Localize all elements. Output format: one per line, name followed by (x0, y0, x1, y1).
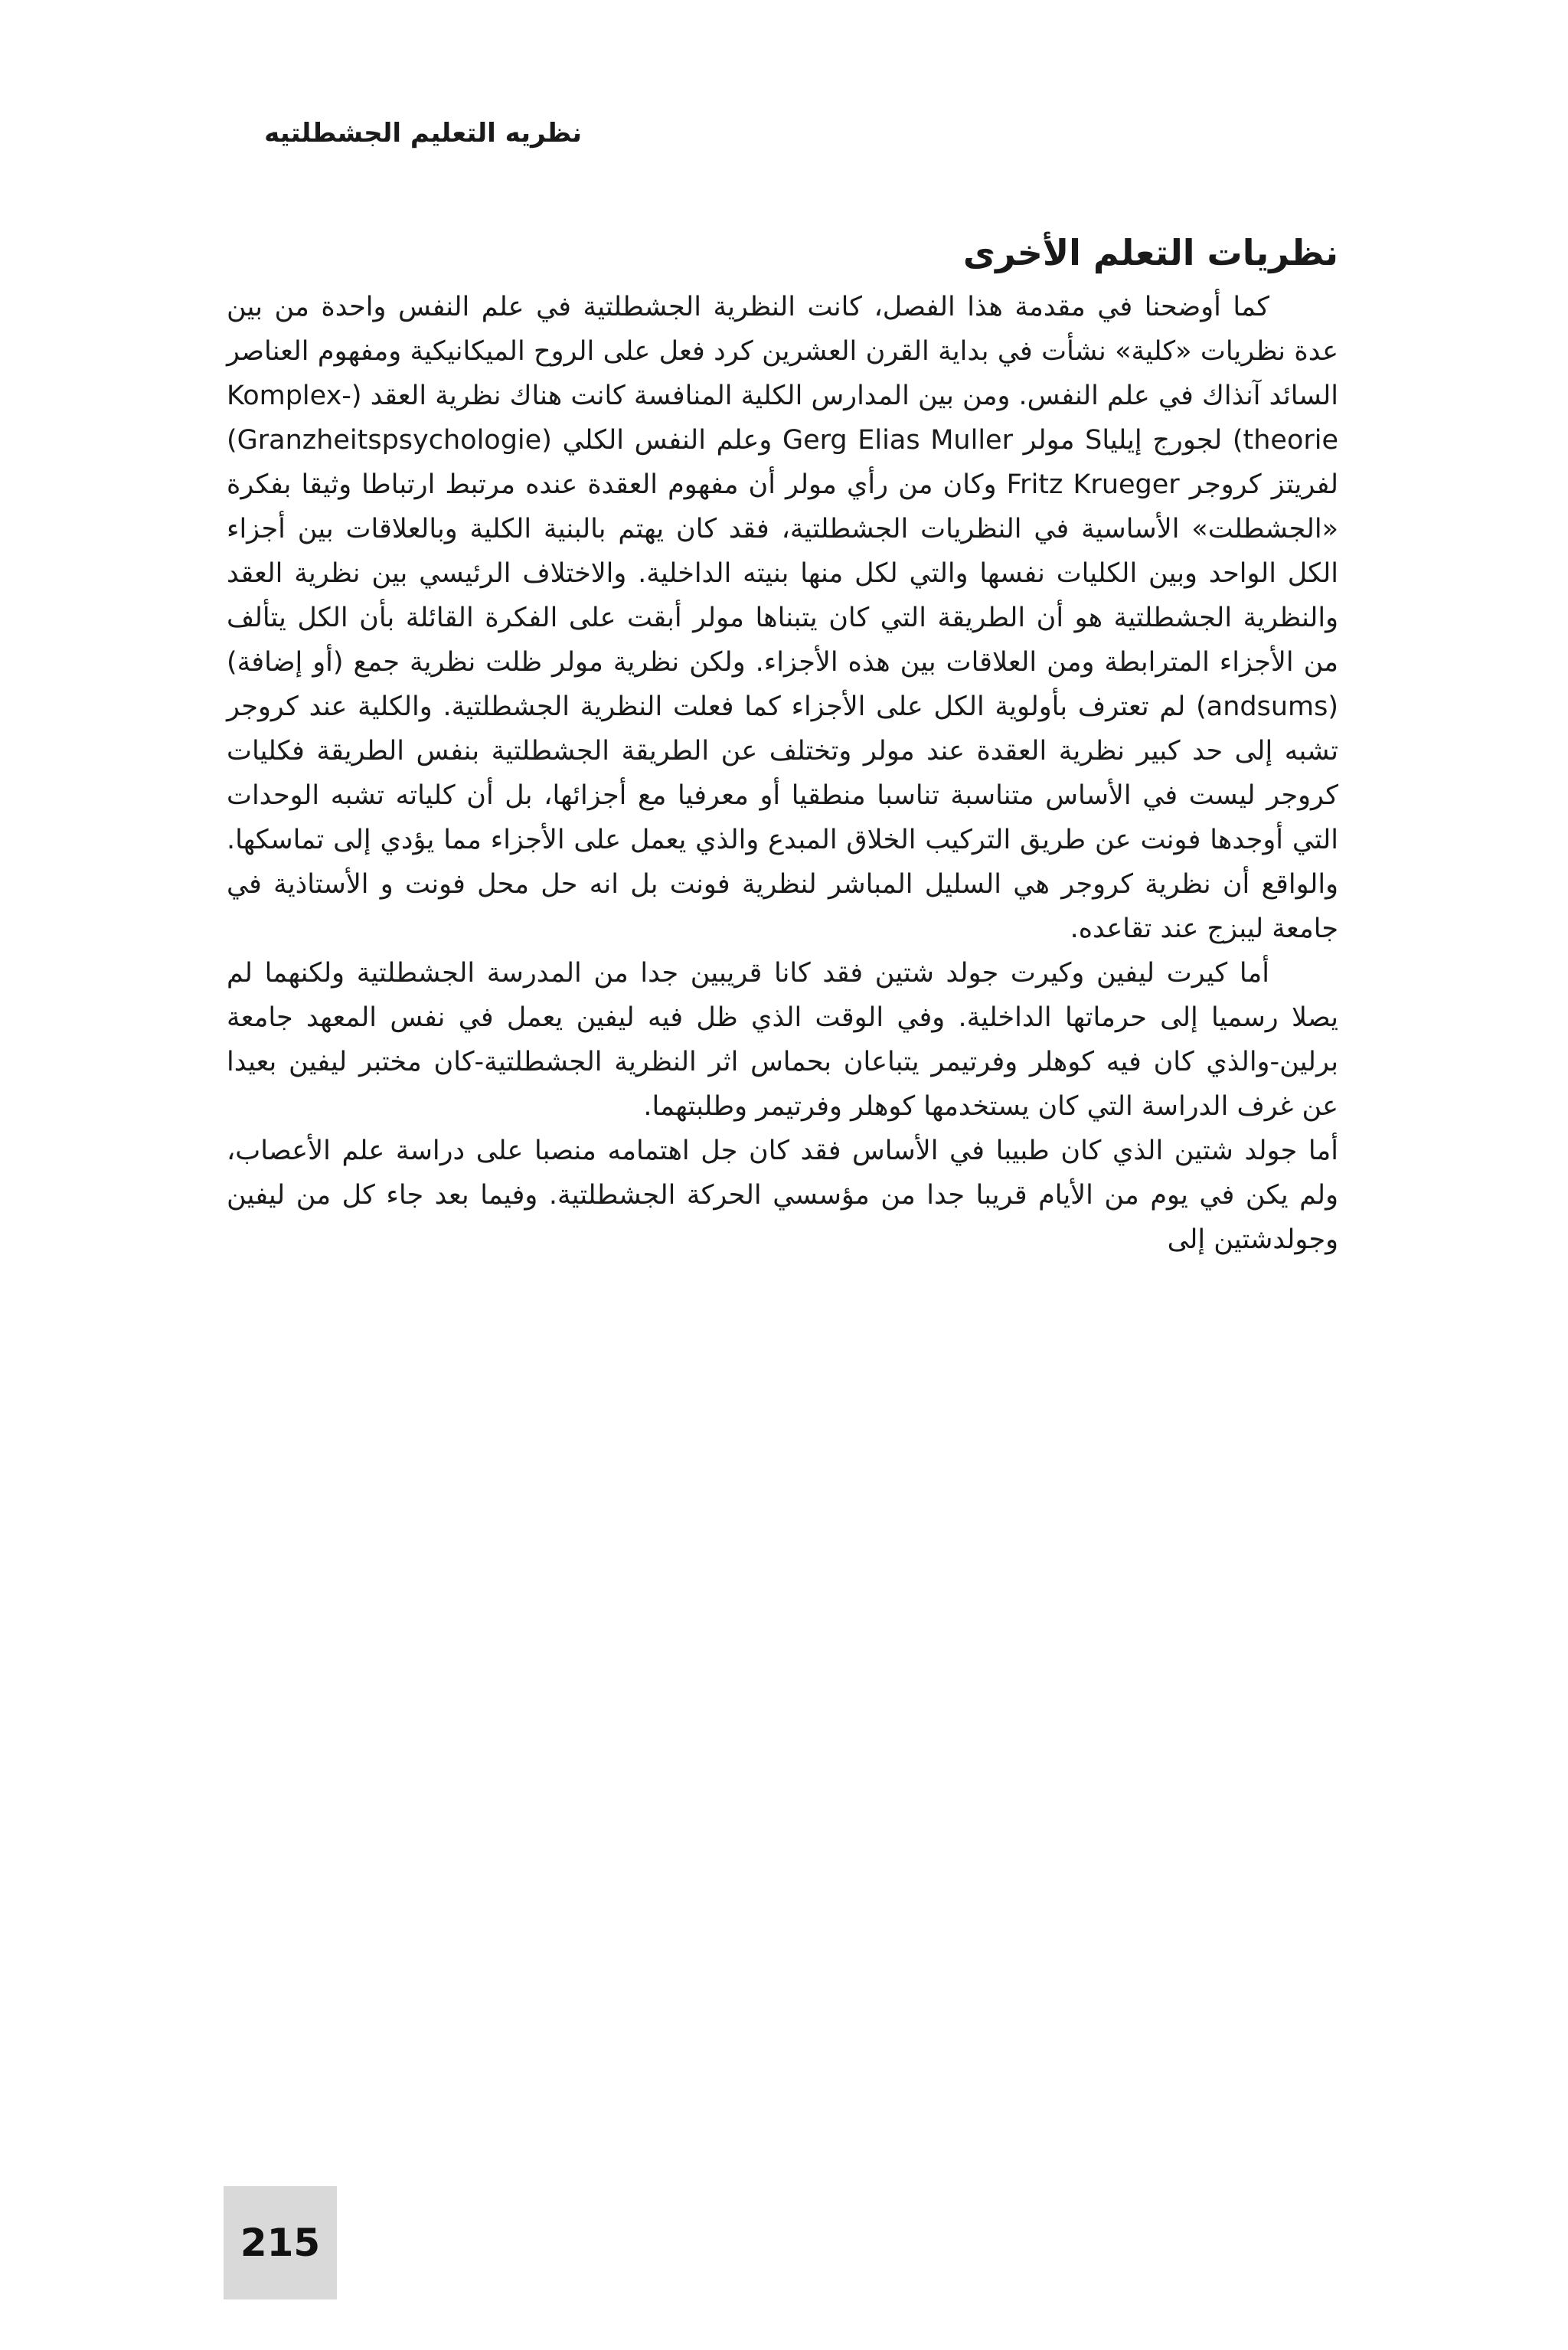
paragraph-2: أما كيرت ليفين وكيرت جولد شتين فقد كانا قريبين جدا من المدرسة الجشطلتية ولكنهما لم يصلا رسميا إلى حرماتها الداخلية. وفي الوقت الذي ظل فيه ليفين يعمل في نفس المعهد جامعة برلين-والذي كان فيه كوهلر وفرتيمر يتباعان بحماس اثر النظرية الجشطلتية-كان مختبر ليفين بعيدا عن غرف الدراسة التي كان يستخدمها كوهلر وفرتيمر وطلبتهما. (227, 958, 1338, 1122)
running-header: نظريه التعليم الجشطلتيه (264, 118, 582, 149)
page-number-box (224, 2186, 337, 2299)
paragraph-3: أما جولد شتين الذي كان طبيبا في الأساس فقد كان جل اهتمامه منصبا على دراسة علم الأعصاب، ولم يكن في يوم من الأيام قريبا جدا من مؤسسي الحركة الجشطلتية. وفيما بعد جاء كل من ليفين وجولدشتين إلى (227, 1136, 1338, 1255)
paragraph-1: كما أوضحنا في مقدمة هذا الفصل، كانت النظرية الجشطلتية في علم النفس واحدة من بين عدة نظريات «كلية» نشأت في بداية القرن العشرين كرد فعل على الروح الميكانيكية ومفهوم العناصر السائد آنذاك في علم النفس. ومن بين المدارس الكلية المنافسة كانت هناك نظرية العقد (Komplex-theorie) لجورج إيلياS مولر Gerg Elias Muller وعلم النفس الكلي (Granzheitspsychologie) لفريتز كروجر Fritz Krueger وكان من رأي مولر أن مفهوم العقدة عنده مرتبط ارتباطا وثيقا بفكرة «الجشطلت» الأساسية في النظريات الجشطلتية، فقد كان يهتم بالبنية الكلية وبالعلاقات بين أجزاء الكل الواحد وبين الكليات نفسها والتي لكل منها بنيته الداخلية. والاختلاف الرئيسي بين نظرية العقد والنظرية الجشطلتية هو أن الطريقة التي كان يتبناها مولر أبقت على الفكرة القائلة بأن الكل يتألف من الأجزاء المترابطة ومن العلاقات بين هذه الأجزاء. ولكن نظرية مولر ظلت نظرية جمع (أو إضافة) (andsums) لم تعترف بأولوية الكل على الأجزاء كما فعلت النظرية الجشطلتية. والكلية عند كروجر تشبه إلى حد كبير نظرية العقدة عند مولر وتختلف عن الطريقة الجشطلتية بنفس الطريقة فكليات كروجر ليست في الأساس متناسبة تناسبا منطقيا أو معرفيا مع أجزائها، بل أن كلياته تشبه الوحدات التي أوجدها فونت عن طريق التركيب الخلاق المبدع والذي يعمل على الأجزاء مما يؤدي إلى تماسكها. والواقع أن نظرية كروجر هي السليل المباشر لنظرية فونت بل انه حل محل فونت و الأستاذية في جامعة ليبزج عند تقاعده. (227, 292, 1338, 944)
section-heading: نظريات التعلم الأخرى (962, 232, 1338, 273)
page-number: 215 (240, 2221, 321, 2265)
body-text (227, 285, 1338, 1262)
